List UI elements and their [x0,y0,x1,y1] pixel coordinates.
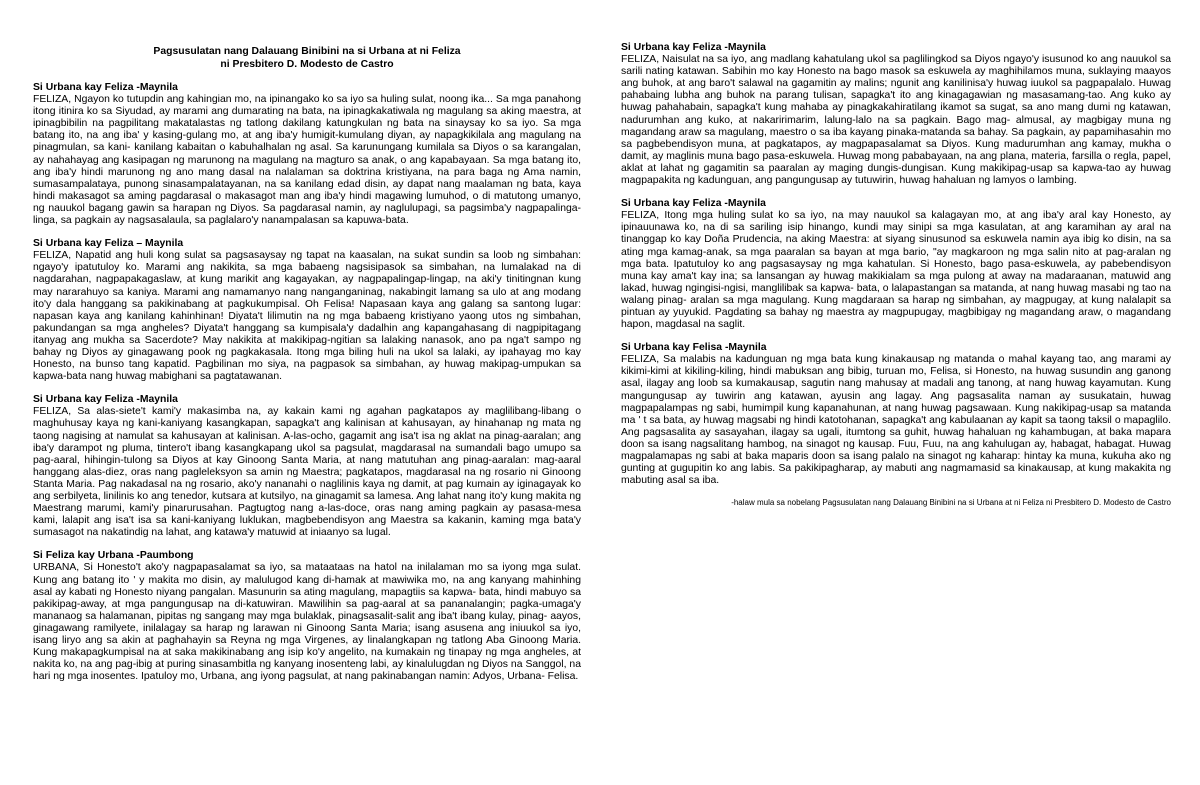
letter-body: URBANA, Si Honesto't ako'y nagpapasalamat sa iyo, sa mataataas na hatol na inilalaman mo sa iyong mga sulat. Kung ang batang ito ' y makita mo disin, ay malulugod kang di-hamak at mawiwika mo, na ang kanyang mahinhing asal ay kabati ng Honesto niyang pangalan. Masunurin sa ating magulang, mapagtiis sa kapwa- bata, hindi mabuyo sa pakikipag-away, at mga pangungusap na di-katuwiran. Mawilihin sa pag-aaral at sa pananalangin; pagka-umaga'y mananaog sa halamanan, pipitas ng sangang may mga bulaklak, pinagsasalit-salit ang iba't ibang kulay, pinag- aayos, ginagawang ramilyete, inilalagay sa harap ng larawan ni Ginoong Santa Maria; isang asusena ang iniuukol sa iyo, isang liryo ang sa akin at paghahayin sa Reyna ng mga Virgenes, ay linalangkapan ng tatlong Aba Ginoong Maria. Kung makapagkumpisal na at saka makikinabang ang isip ko'y angelito, na kumakain ng tinapay ng mga angheles, at nakita ko, na ang pag-ibig at puring sinasambitla ng kanyang inosenteng labi, ay kinalulugdan ng Diyos na Sanggol, na hari ng mga inosentes. Ipatuloy mo, Urbana, ang iyong pagsulat, at nang pakinabangan namin: Adyos, Urbana- Felisa. [33,562,581,683]
letter-body: FELIZA, Naisulat na sa iyo, ang madlang kahatulang ukol sa paglilingkod sa Diyos ngayo'y isusunod ko ang nauukol sa sarili nating katawan. Sabihin mo kay Honesto na bago masok sa eskuwela ay maghihilamos muna, suklaying maayos ang buhok, at ang baro't salawal na gagamitin ay malins; ngunit ang kanilinisa'y huwag iuukol sa pagpapalalo. Huwag pahabaing lubha ang buhok na parang tulisan, sapagka't ito ang kinagagawian ng masasamang-tao. Ang kuko ay huwag pahahabain, sapagka't kung mahaba ay pinagkakahiratilang ikamot sa sugat, sa ano mang dumi ng katawan, nadurumhan ang kuko, at nakaririmarim, lalung-lalo na sa pagkain. Bago mag- almusal, ay magbigay muna ng magandang araw sa magulang, maestro o sa iba kayang pinaka-matanda sa bahay. Sa pagkain, ay papamihasahin mo sa pagbebendisyon muna, at pagkatapos, ay magpapasalamat sa Diyos. Kung madurumhan ang kamay, mukha o damit, ay maglinis muna bago pasa-eskuwela. Huwag mong pababayaan, na ang plana, materia, farsilla o regla, papel, aklat at lahat ng gagamitin sa paaralan ay maging dungis-dungisan. Kung makikipag-usap sa kapwa-tao ay huwag magpapakita ng kadunguan, ang pangungusap ay tutuwirin, huwag hahaluan ng lamyos o lambing. [621,54,1171,187]
title-line-2: ni Presbitero D. Modesto de Castro [220,58,394,70]
letter-heading: Si Urbana kay Feliza -Maynila [33,394,178,406]
letter-heading: Si Urbana kay Feliza -Maynila [621,198,766,210]
letter-body: FELIZA, Itong mga huling sulat ko sa iyo, na may nauukol sa kalagayan mo, at ang iba'y aral kay Honesto, ay ipinauunawa ko, na di sa sariling isip hinango, kundi may sinipi sa mga kasulatan, at ang karamihan ay aral na tinanggap ko kay Doña Prudencia, na aking Maestra: at siyang sinusunod sa eskuwela namin aya ibig ko disin, na sa ating mga kamag-anak, sa mga paaralan sa bayan at mga bario, "ay magkaroon ng mga salin nito at pag-aralan ng mga bata. Ipatutuloy ko ang pagsasaysay ng mga kahatulan. Si Honesto, bago pasa-eskuwela, ay pabebendisyon muna kay ama't kay ina; sa lansangan ay huwag makikialam sa mga pulong at away na madaraanan, matuwid ang lakad, huwag ngingisi-ngisi, manglilibak sa kapwa- bata, o lalapastangan sa matanda, at nang huwag masabi ng tao na walang pinag- aralan sa mga magulang. Kung magdaraan sa harap ng simbahan, ay magpugay, at kung nalalapit sa pintuan ay yuyukid. Pagdating sa bahay ng maestra ay magpupugay, magbibigay ng magandang araw, o magandang hapon, magdasal na saglit. [621,210,1171,331]
right-column [621,42,1171,508]
letter-body: FELIZA, Napatid ang huli kong sulat sa pagsasaysay ng tapat na kaasalan, na sukat sundin sa loob ng simbahan: ngayo'y ipatutuloy ko. Marami ang nakikita, sa mga babaeng nagsisipasok sa simbahan, na lumalakad na di nagdarahan, nagpapakagaslaw, at kung marikit ang kagayakan, ay nagpapalingap-lingap, na aki'y tinitingnan kung may nararahuyo sa kaniya. Marami ang namamanyo nang nanganganinag, nakabingit lamang sa ulo at ang modang ito'y dala hanggang sa pakikinabang at pagkukumpisal. Oh Felisa! Napasaan kaya ang galang sa santong lugar: napasan kaya ang kanilang kahinhinan! Diyata't lilimutin na ng mga babaeng kristiyano yaong utos ng simbahan, pakundangan sa mga angheles? Diyata't hanggang sa kumpisala'y dadalhin ang kapangahasang di nagpipitagang itanyag ang mukha sa Sacerdote? May nakikita at makikipag-ngitian sa lalaking nanasok, ano pa nga't sampo ng bahay ng Diyos ay ginagawang pook ng pagkakasala. Itong mga biling huli na ukol sa lalaki, ay ipahayag mo kay Honesto, na bunso tang kapatid. Pagbilinan mo siya, na pagpasok sa simbahan, ay huwag makipag-umpukan sa kapwa-bata nang huwag mabighani sa pagtatawanan. [33,250,581,383]
source-note: -halaw mula sa nobelang Pagsusulatan nang Dalauang Binibini na si Urbana at ni Feliza ni Presbitero D. Modesto de Castro [731,498,1171,508]
letter-heading: Si Urbana kay Feliza -Maynila [621,42,766,53]
letter-body: FELIZA, Sa alas-siete't kami'y makasimba na, ay kakain kami ng agahan pagkatapos ay maglilibang-libang o maghuhusay kaya ng kani-kaniyang kasangkapan, sapagka't ang kalinisan at kahusayan, ay hinahanap ng mata ng taong nagising at namulat sa kahusayan at kalinisan. A-las-ocho, gagamit ang isa't isa ng aklat na pinag-aaralan; ang iba'y darampot ng pluma, tintero't ibang kasangkapang ukol sa pagsulat, magdarasal na sumandali bago umupo sa pag-aaral, hihingin-tulong sa Diyos at kay Ginoong Santa Maria, at nang matutuhan ang pinag-aaralan: mag-aaral hanggang alas-diez, oras nang pagleleksyon sa amin ng Maestra; pagkatapos, magdarasal na ng rosario ni Ginoong Stanta Maria. Pag nakadasal na ng rosario, ako'y nananahi o naglilinis kaya ng damit, at pag kumain ay iginagayak ko ang serbilyeta, linilinis ko ang tenedor, kutsara at kutsilyo, na ginagamit sa lamesa. Ang lahat nang ito'y kung makita ng Maestrang marumi, kami'y pinarurusahan. Pagtugtog nang a-las-doce, oras nang aming pagkain ay pasasa-mesa kami, lalapit ang isa't isa sa kani-kaniyang luklukan, magbebendisyon ang Maestra sa kakanin, kaming mga bata'y sumasagot na nakatindig na lahat, ang katawa'y matuwid at iniaanyo sa lugal. [33,406,581,539]
letter-3 [33,394,581,539]
letter-4 [33,550,581,683]
letter-body: FELIZA, Sa malabis na kadunguan ng mga bata kung kinakausap ng matanda o mahal kayang tao, ang marami ay kikimi-kimi at kikiling-kiling, hindi mabuksan ang bibig, turuan mo, Felisa, si Honesto, na huwag susundin ang ganong asal, ilagay ang loob sa kumakausap, sagutin nang mahusay at madali ang tanong, at nang huwag kayamutan. Kung mangungusap ay tuwirin ang katawan, ayusin ang lagay. Ang pagsasalita naman ay susukatain, huwag magpapalampas ng sabi, humimpil kung kapanahunan, at nang huwag pagsawaan. Kung nakikipag-usap sa matanda ma ' t sa bata, ay huwag magsabi ng hindi katotohanan, sapagka't ang kabulaanan ay kapit sa taong taksil o mapaglilo. Ang pagsasalita ay sasayahan, ilagay sa ugali, itumtong sa guhit, huwag hahaluan ng kahambugan, at baka mapara doon sa isang nagsalitang hambog, na sinagot ng kausap. Fuu, Fuu, na ang kahulugan ay, habagat, habagat. Huwag magpalamapas ng sabi at baka maparis doon sa isang palalo na sinagot ng kaharap: hintay ka muna, kukuha ako ng gunting at gugupitin ko ang labis. Sa pakikipagharap, ay mabuti ang nagmamasid sa kinakausap, at kung makakita ng mabuting asal sa iba. [621,354,1171,487]
letter-6 [621,198,1171,331]
left-column [33,46,581,694]
letter-2 [33,238,581,383]
letter-1 [33,82,581,227]
letter-7 [621,342,1171,487]
letter-heading: Si Urbana kay Felisa -Maynila [621,342,767,354]
letter-body: FELIZA, Ngayon ko tutupdin ang kahingian mo, na ipinangako ko sa iyo sa huling sulat, noong ika... Sa mga panahong itong itinira ko sa Siyudad, ay marami ang dumarating na bata, na ipinagkakatiwala ng magulang sa aking maestra, at ipinagbibilin na pagpilitang makatalastas ng tatlong dakilang katungkulan ng bata na sinaysay ko sa iyo. Sa mga batang ito, na ang iba' y kasing-gulang mo, at ang iba'y humigit-kumulang diyan, ay napagkikilala ang magulang na pinagmulan, sa kani- kanilang kabaitan o kabuhalhalan ng asal. Sa karunungang kumilala sa Diyos o sa karangalan, ay nahahayag ang kasipagan ng marunong na magulang na magturo sa anak, o ang kapabayaan. Sa mga batang ito, ang iba'y hindi marunong ng ano mang dasal na nalalaman sa doktrina kristiyana, na para baga ng Ama namin, sumasampalataya, punong sinasampalatayanan, na sa kanilang edad disin, ay dapat nang maalaman ng bata, kaya hindi makasagot sa aming pagdarasal o makasagot man ang iba'y hindi magawing lumuhod, o di matutong umanyo, ng nauukol bagang gawin sa harapan ng Diyos. Sa pagdarasal namin, ay naglulupagi, sa pagsimba'y nagpapalinga-linga, sa pagkain ay nagsasalaula, sa paglalaro'y nanampalasan sa kapuwa-bata. [33,94,581,227]
title-line-1: Pagsusulatan nang Dalauang Binibini na si Urbana at ni Feliza [153,46,461,57]
letter-heading: Si Urbana kay Feliza -Maynila [33,82,178,93]
letter-5 [621,42,1171,187]
document-title [33,46,581,71]
letter-heading: Si Feliza kay Urbana -Paumbong [33,550,194,562]
letter-heading: Si Urbana kay Feliza – Maynila [33,238,184,250]
